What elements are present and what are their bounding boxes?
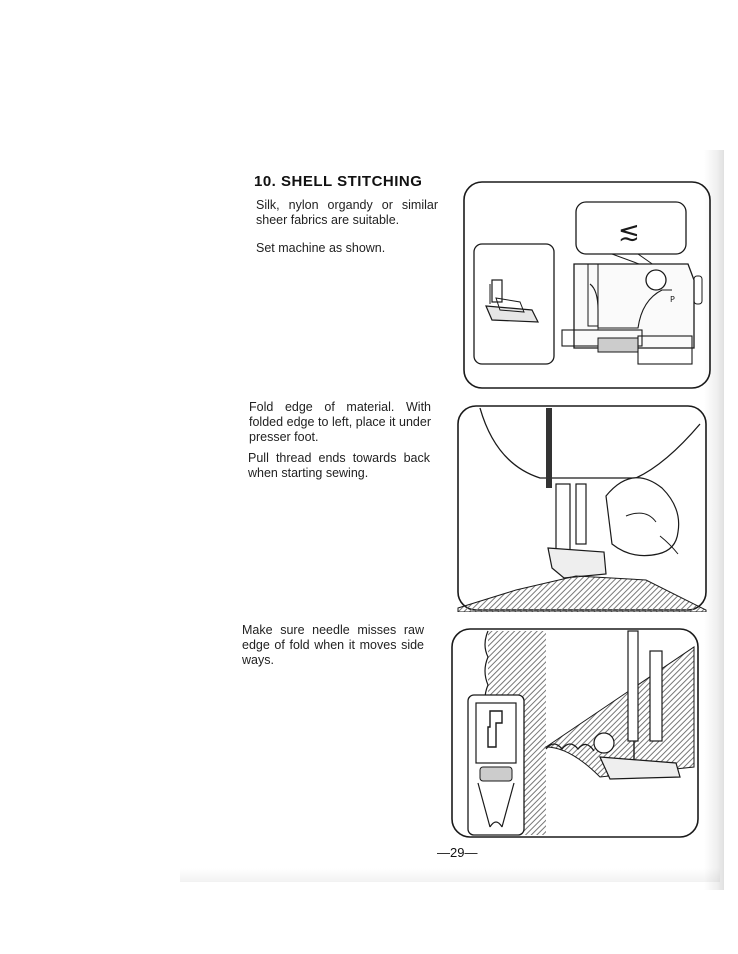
fold-material-figure: [456, 404, 708, 612]
suitable-fabrics-text: Silk, nylon organdy or similar sheer fabrics are suitable.: [256, 198, 438, 227]
machine-setup-figure: [462, 180, 712, 390]
shell-stitch-figure: [450, 627, 700, 839]
page-bottom-shadow: [180, 868, 720, 882]
hand-icon: [606, 478, 679, 556]
stitch-symbol: ≲: [618, 217, 640, 247]
set-machine-text: Set machine as shown.: [256, 241, 386, 255]
sewing-machine-icon: [562, 264, 702, 364]
needle-misses-text: Make sure needle misses raw edge of fold when it moves side ways.: [242, 623, 424, 667]
svg-text:P: P: [670, 295, 675, 304]
fold-edge-text: Fold edge of material. With folded edge to left, place it under presser foot.: [249, 400, 431, 444]
section-heading: 10. SHELL STITCHING: [254, 173, 423, 190]
pull-thread-text: Pull thread ends towards back when starting sewing.: [248, 451, 430, 480]
page-number: —29—: [437, 845, 478, 860]
